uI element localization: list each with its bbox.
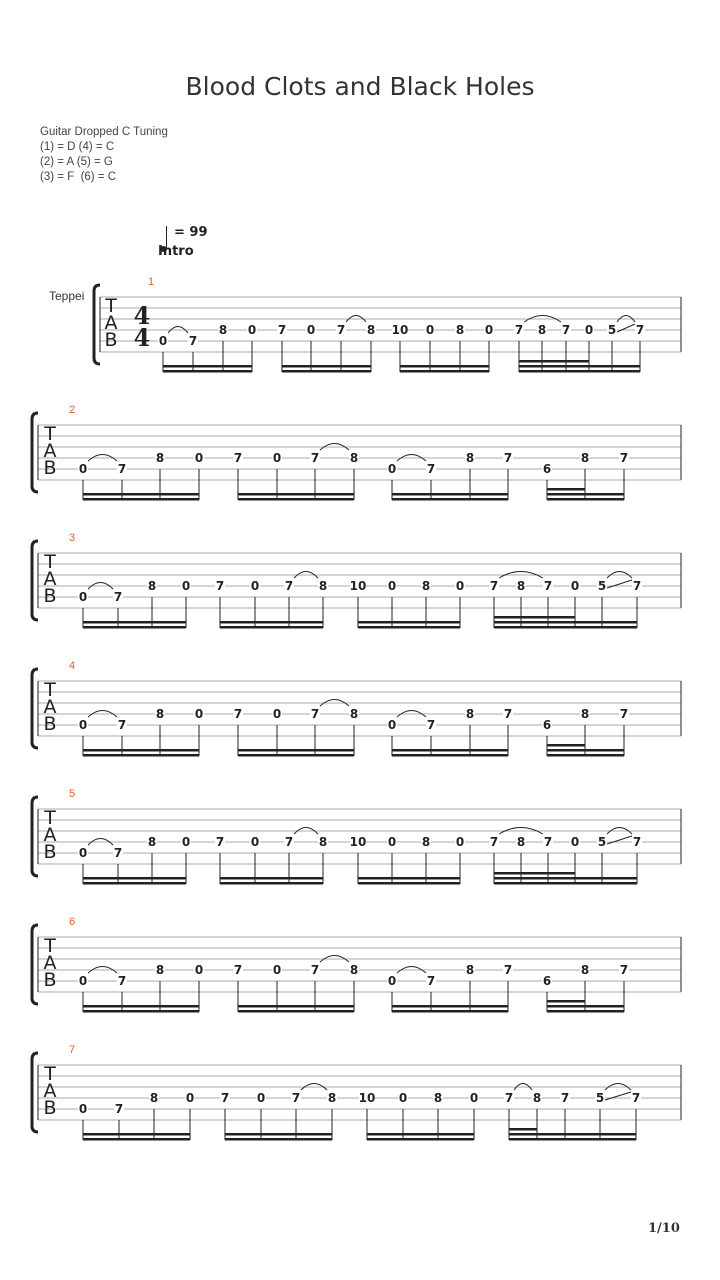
beam bbox=[547, 1010, 624, 1013]
fret-number: 8 bbox=[147, 579, 157, 593]
beam bbox=[509, 1138, 636, 1141]
beam-secondary bbox=[83, 1133, 190, 1136]
beam bbox=[494, 626, 637, 629]
tuning-header: Guitar Dropped C Tuning bbox=[40, 126, 168, 138]
fret-number: 7 bbox=[504, 1091, 514, 1105]
beam-secondary bbox=[367, 1133, 474, 1136]
time-signature-top: 4 bbox=[133, 301, 151, 330]
fret-number: 0 bbox=[181, 835, 191, 849]
fret-number: 0 bbox=[78, 718, 88, 732]
fret-number: 5 bbox=[597, 835, 607, 849]
beam-tertiary bbox=[494, 872, 575, 875]
fret-number: 8 bbox=[155, 963, 165, 977]
fret-number: 10 bbox=[391, 323, 409, 337]
fret-number: 7 bbox=[560, 1091, 570, 1105]
beam bbox=[83, 498, 199, 501]
fret-number: 7 bbox=[220, 1091, 230, 1105]
system-bracket bbox=[32, 541, 38, 620]
slide-line bbox=[605, 1092, 631, 1100]
beam-secondary bbox=[358, 877, 460, 880]
beam bbox=[547, 754, 624, 757]
beam bbox=[547, 498, 624, 501]
beam-secondary bbox=[358, 621, 460, 624]
fret-number: 7 bbox=[117, 974, 127, 988]
fret-number: 0 bbox=[194, 707, 204, 721]
measure-number: 1 bbox=[148, 276, 155, 288]
fret-number: 8 bbox=[455, 323, 465, 337]
slide-line bbox=[617, 324, 635, 332]
tab-letter-t: T bbox=[44, 551, 56, 573]
fret-number: 7 bbox=[426, 462, 436, 476]
slide-line bbox=[607, 580, 632, 588]
fret-number: 0 bbox=[455, 835, 465, 849]
tuning-line-2: (2) = A (5) = G bbox=[40, 156, 113, 168]
fret-number: 0 bbox=[387, 835, 397, 849]
fret-number: 0 bbox=[387, 974, 397, 988]
fret-number: 8 bbox=[433, 1091, 443, 1105]
tab-letter-a: A bbox=[43, 696, 57, 718]
tab-letter-a: A bbox=[43, 824, 57, 846]
fret-number: 8 bbox=[516, 579, 526, 593]
beam bbox=[282, 370, 371, 373]
fret-number: 7 bbox=[426, 974, 436, 988]
measure-number: 4 bbox=[69, 660, 76, 672]
fret-number: 7 bbox=[215, 579, 225, 593]
beam bbox=[400, 370, 489, 373]
beam-secondary bbox=[400, 365, 489, 368]
fret-number: 7 bbox=[561, 323, 571, 337]
fret-number: 0 bbox=[250, 579, 260, 593]
fret-number: 7 bbox=[114, 1102, 124, 1116]
fret-number: 0 bbox=[78, 974, 88, 988]
beam-secondary bbox=[392, 749, 508, 752]
beam-tertiary bbox=[547, 744, 585, 747]
fret-number: 0 bbox=[387, 579, 397, 593]
measure-number: 3 bbox=[69, 532, 76, 544]
tab-letter-a: A bbox=[104, 312, 118, 334]
fret-number: 8 bbox=[421, 835, 431, 849]
fret-number: 8 bbox=[537, 323, 547, 337]
system-bracket bbox=[32, 797, 38, 876]
tab-letter-t: T bbox=[44, 679, 56, 701]
fret-number: 7 bbox=[489, 579, 499, 593]
fret-number: 7 bbox=[514, 323, 524, 337]
fret-number: 0 bbox=[272, 451, 282, 465]
fret-number: 8 bbox=[147, 835, 157, 849]
beam bbox=[392, 754, 508, 757]
beam bbox=[220, 626, 323, 629]
tab-letter-b: B bbox=[43, 969, 57, 991]
beam-secondary bbox=[238, 493, 354, 496]
fret-number: 8 bbox=[465, 963, 475, 977]
fret-number: 8 bbox=[149, 1091, 159, 1105]
fret-number: 0 bbox=[158, 334, 168, 348]
fret-number: 0 bbox=[78, 1102, 88, 1116]
fret-number: 6 bbox=[542, 718, 552, 732]
fret-number: 8 bbox=[327, 1091, 337, 1105]
beam-secondary bbox=[225, 1133, 332, 1136]
fret-number: 7 bbox=[619, 707, 629, 721]
instrument-name: Teppei bbox=[49, 289, 85, 303]
fret-number: 7 bbox=[336, 323, 346, 337]
fret-number: 7 bbox=[503, 707, 513, 721]
fret-number: 0 bbox=[455, 579, 465, 593]
measure-number: 6 bbox=[69, 916, 76, 928]
fret-number: 7 bbox=[113, 590, 123, 604]
fret-number: 0 bbox=[584, 323, 594, 337]
time-signature-bottom: 4 bbox=[133, 323, 151, 352]
fret-number: 7 bbox=[310, 707, 320, 721]
fret-number: 0 bbox=[78, 590, 88, 604]
beam-tertiary bbox=[547, 1000, 585, 1003]
fret-number: 5 bbox=[597, 579, 607, 593]
fret-number: 0 bbox=[387, 718, 397, 732]
tab-letter-b: B bbox=[43, 585, 57, 607]
fret-number: 8 bbox=[318, 579, 328, 593]
fret-number: 0 bbox=[194, 451, 204, 465]
beam-secondary bbox=[547, 749, 624, 752]
song-title: Blood Clots and Black Holes bbox=[185, 72, 535, 101]
fret-number: 7 bbox=[284, 835, 294, 849]
beam bbox=[163, 370, 252, 373]
beam-secondary bbox=[509, 1133, 636, 1136]
fret-number: 7 bbox=[188, 334, 198, 348]
fret-number: 8 bbox=[580, 451, 590, 465]
fret-number: 8 bbox=[349, 963, 359, 977]
beam-tertiary bbox=[547, 488, 585, 491]
fret-number: 10 bbox=[349, 835, 367, 849]
beam bbox=[83, 754, 199, 757]
fret-number: 0 bbox=[181, 579, 191, 593]
tab-letter-b: B bbox=[43, 713, 57, 735]
fret-number: 0 bbox=[78, 462, 88, 476]
tab-letter-b: B bbox=[43, 841, 57, 863]
fret-number: 0 bbox=[570, 835, 580, 849]
beam-tertiary bbox=[509, 1128, 537, 1131]
fret-number: 7 bbox=[277, 323, 287, 337]
beam bbox=[358, 626, 460, 629]
fret-number: 8 bbox=[349, 451, 359, 465]
measure-number: 2 bbox=[69, 404, 76, 416]
fret-number: 10 bbox=[358, 1091, 376, 1105]
page-number: 1/10 bbox=[648, 1221, 680, 1236]
fret-number: 7 bbox=[291, 1091, 301, 1105]
system-bracket bbox=[32, 413, 38, 492]
tab-letter-a: A bbox=[43, 952, 57, 974]
fret-number: 7 bbox=[489, 835, 499, 849]
tab-letter-b: B bbox=[104, 329, 118, 351]
fret-number: 7 bbox=[543, 579, 553, 593]
fret-number: 8 bbox=[421, 579, 431, 593]
fret-number: 7 bbox=[503, 963, 513, 977]
fret-number: 0 bbox=[256, 1091, 266, 1105]
tab-letter-b: B bbox=[43, 457, 57, 479]
section-label: Intro bbox=[158, 244, 194, 259]
beam-secondary bbox=[83, 621, 186, 624]
fret-number: 0 bbox=[469, 1091, 479, 1105]
fret-number: 7 bbox=[619, 451, 629, 465]
tuning-line-3: (3) = F (6) = C bbox=[40, 171, 117, 183]
fret-number: 8 bbox=[155, 451, 165, 465]
tab-letter-a: A bbox=[43, 440, 57, 462]
fret-number: 7 bbox=[631, 1091, 641, 1105]
beam-secondary bbox=[282, 365, 371, 368]
measure-number: 7 bbox=[69, 1044, 76, 1056]
tab-letter-b: B bbox=[43, 1097, 57, 1119]
tab-letter-t: T bbox=[44, 423, 56, 445]
fret-number: 8 bbox=[516, 835, 526, 849]
fret-number: 0 bbox=[272, 963, 282, 977]
beam-secondary bbox=[83, 1005, 199, 1008]
fret-number: 0 bbox=[306, 323, 316, 337]
beam bbox=[392, 498, 508, 501]
fret-number: 8 bbox=[318, 835, 328, 849]
system-bracket bbox=[32, 925, 38, 1004]
beam bbox=[83, 626, 186, 629]
fret-number: 0 bbox=[250, 835, 260, 849]
beam-secondary bbox=[83, 493, 199, 496]
beam bbox=[83, 1138, 190, 1141]
tuning-line-1: (1) = D (4) = C bbox=[40, 141, 115, 153]
beam-secondary bbox=[163, 365, 252, 368]
fret-number: 6 bbox=[542, 462, 552, 476]
fret-number: 7 bbox=[632, 579, 642, 593]
beam-secondary bbox=[494, 877, 637, 880]
beam bbox=[238, 498, 354, 501]
beam bbox=[358, 882, 460, 885]
fret-number: 7 bbox=[113, 846, 123, 860]
fret-number: 8 bbox=[465, 707, 475, 721]
tab-letter-t: T bbox=[44, 1063, 56, 1085]
measure-number: 5 bbox=[69, 788, 76, 800]
fret-number: 8 bbox=[580, 963, 590, 977]
fret-number: 6 bbox=[542, 974, 552, 988]
fret-number: 0 bbox=[272, 707, 282, 721]
beam-secondary bbox=[238, 1005, 354, 1008]
beam bbox=[238, 1010, 354, 1013]
fret-number: 8 bbox=[580, 707, 590, 721]
fret-number: 0 bbox=[484, 323, 494, 337]
beam-secondary bbox=[392, 493, 508, 496]
fret-number: 8 bbox=[465, 451, 475, 465]
fret-number: 0 bbox=[398, 1091, 408, 1105]
beam-secondary bbox=[547, 493, 624, 496]
fret-number: 7 bbox=[233, 451, 243, 465]
fret-number: 0 bbox=[194, 963, 204, 977]
fret-number: 7 bbox=[215, 835, 225, 849]
fret-number: 7 bbox=[619, 963, 629, 977]
fret-number: 0 bbox=[78, 846, 88, 860]
beam bbox=[392, 1010, 508, 1013]
tab-letter-t: T bbox=[44, 935, 56, 957]
beam-secondary bbox=[547, 1005, 624, 1008]
fret-number: 10 bbox=[349, 579, 367, 593]
beam bbox=[83, 882, 186, 885]
beam-secondary bbox=[392, 1005, 508, 1008]
fret-number: 7 bbox=[635, 323, 645, 337]
beam-secondary bbox=[220, 877, 323, 880]
fret-number: 7 bbox=[503, 451, 513, 465]
fret-number: 7 bbox=[632, 835, 642, 849]
beam bbox=[225, 1138, 332, 1141]
fret-number: 7 bbox=[233, 707, 243, 721]
fret-number: 7 bbox=[233, 963, 243, 977]
tempo-value: = 99 bbox=[174, 225, 208, 240]
fret-number: 0 bbox=[247, 323, 257, 337]
fret-number: 7 bbox=[284, 579, 294, 593]
fret-number: 8 bbox=[349, 707, 359, 721]
beam-secondary bbox=[519, 365, 640, 368]
beam bbox=[238, 754, 354, 757]
beam-secondary bbox=[83, 877, 186, 880]
beam-secondary bbox=[238, 749, 354, 752]
fret-number: 7 bbox=[310, 451, 320, 465]
fret-number: 0 bbox=[185, 1091, 195, 1105]
fret-number: 0 bbox=[387, 462, 397, 476]
fret-number: 0 bbox=[425, 323, 435, 337]
fret-number: 0 bbox=[570, 579, 580, 593]
beam-secondary bbox=[83, 749, 199, 752]
beam-tertiary bbox=[494, 616, 575, 619]
fret-number: 8 bbox=[218, 323, 228, 337]
beam-secondary bbox=[494, 621, 637, 624]
beam bbox=[494, 882, 637, 885]
beam bbox=[83, 1010, 199, 1013]
slide-line bbox=[607, 836, 632, 844]
system-bracket bbox=[94, 285, 100, 364]
system-bracket bbox=[32, 1053, 38, 1132]
fret-number: 8 bbox=[155, 707, 165, 721]
beam bbox=[519, 370, 640, 373]
fret-number: 5 bbox=[595, 1091, 605, 1105]
fret-number: 8 bbox=[532, 1091, 542, 1105]
beam bbox=[220, 882, 323, 885]
beam-tertiary bbox=[519, 360, 589, 363]
fret-number: 5 bbox=[607, 323, 617, 337]
fret-number: 7 bbox=[117, 718, 127, 732]
tab-letter-a: A bbox=[43, 1080, 57, 1102]
system-bracket bbox=[32, 669, 38, 748]
fret-number: 7 bbox=[117, 462, 127, 476]
tab-letter-t: T bbox=[44, 807, 56, 829]
fret-number: 7 bbox=[426, 718, 436, 732]
fret-number: 8 bbox=[366, 323, 376, 337]
tab-letter-t: T bbox=[105, 295, 117, 317]
beam bbox=[367, 1138, 474, 1141]
beam-secondary bbox=[220, 621, 323, 624]
tab-letter-a: A bbox=[43, 568, 57, 590]
fret-number: 7 bbox=[543, 835, 553, 849]
fret-number: 7 bbox=[310, 963, 320, 977]
